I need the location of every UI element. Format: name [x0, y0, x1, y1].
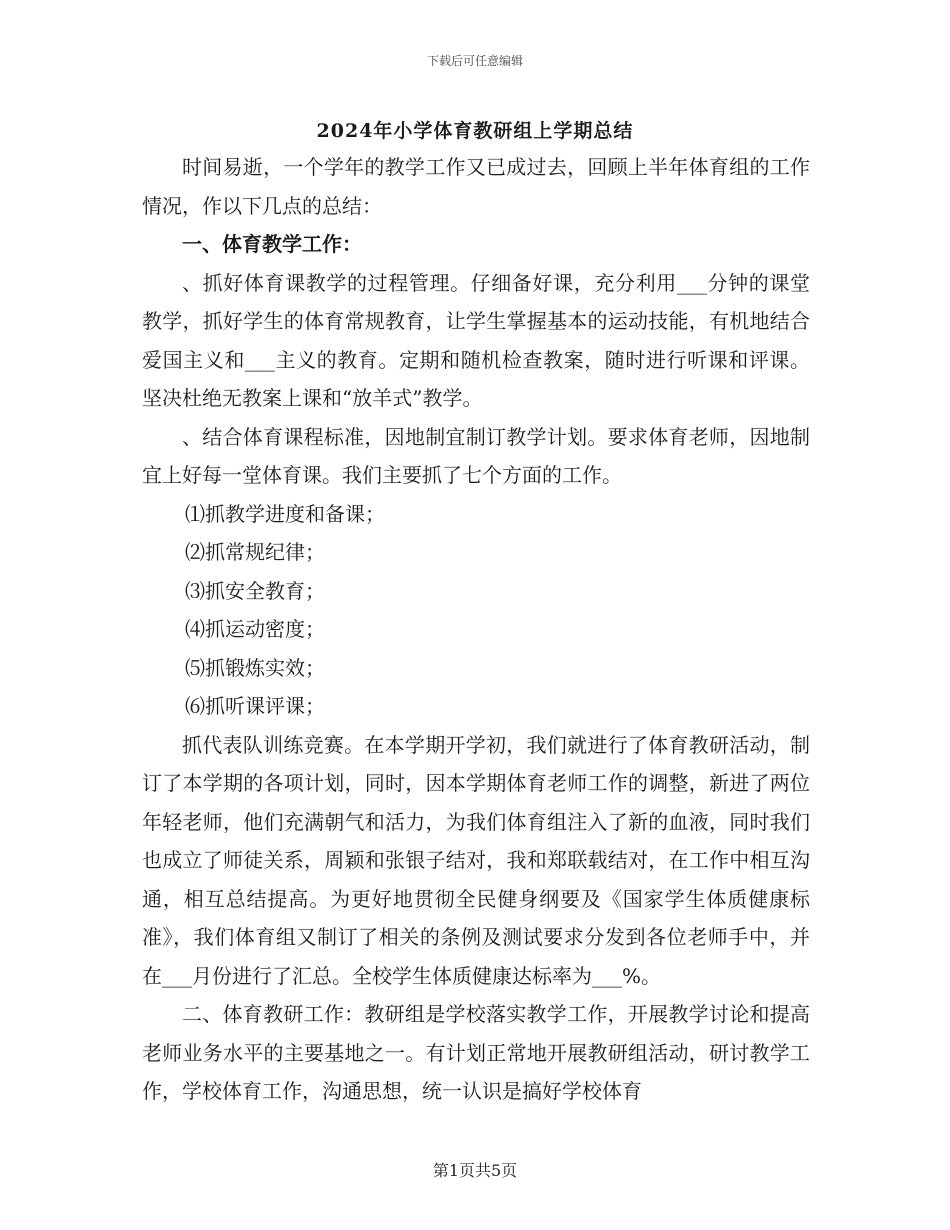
page-number-footer: 第1页共5页 — [432, 1161, 518, 1180]
document-body — [142, 148, 810, 1111]
header-note: 下载后可任意编辑 — [426, 54, 523, 68]
list-item: ⑹抓听课评课； — [185, 694, 325, 718]
list-item: ⑴抓教学进度和备课； — [185, 501, 385, 526]
paragraph-curriculum-plan: 、结合体育课程标准，因地制宜制订教学计划。要求体育老师，因地制宜上好每一堂体育课。我们主要抓了七个方面的工作。 — [142, 424, 810, 487]
paragraph-team-training: 抓代表队训练竞赛。在本学期开学初，我们就进行了体育教研活动，制订了本学期的各项计划，同时，因本学期体育老师工作的调整，新进了两位年轻老师，他们充满朝气和活力，为我们体育组注入了新的血液，同时我们也成立了师徒关系，周颖和张银子结对，我和郑联载结对，在工作中相互沟通，相互总结提高。为更好地贯彻全民健身纲要及《国家学生体质健康标准》，我们体育组又制订了相关的条例及测试要求分发到各位老师手中，并在___月份进行了汇总。全校学生体质健康达标率为___%。 — [142, 732, 810, 988]
list-item: ⑷抓运动密度； — [185, 617, 325, 641]
paragraph-process-management: 、抓好体育课教学的过程管理。仔细备好课，充分利用___分钟的课堂教学，抓好学生的体育常规教育，让学生掌握基本的运动技能，有机地结合爱国主义和___主义的教育。定期和随机检查教案，随时进行听课和评课。坚决杜绝无教案上课和“放羊式”教学。 — [142, 270, 810, 410]
paragraph-research-work: 二、体育教研工作：教研组是学校落实教学工作，开展教学讨论和提高老师业务水平的主要基地之一。有计划正常地开展教研组活动，研讨教学工作，学校体育工作，沟通思想，统一认识是搞好学校体育 — [142, 1002, 810, 1103]
list-item: ⑶抓安全教育； — [185, 578, 325, 603]
intro-paragraph: 时间易逝，一个学年的教学工作又已成过去，回顾上半年体育组的工作情况，作以下几点的总结： — [142, 155, 810, 218]
list-item: ⑸抓锻炼实效； — [185, 655, 325, 680]
list-item: ⑵抓常规纪律； — [185, 540, 325, 564]
section-heading-teaching: 一、体育教学工作： — [182, 232, 362, 256]
document-title: 2024年小学体育教研组上学期总结 — [316, 120, 634, 142]
